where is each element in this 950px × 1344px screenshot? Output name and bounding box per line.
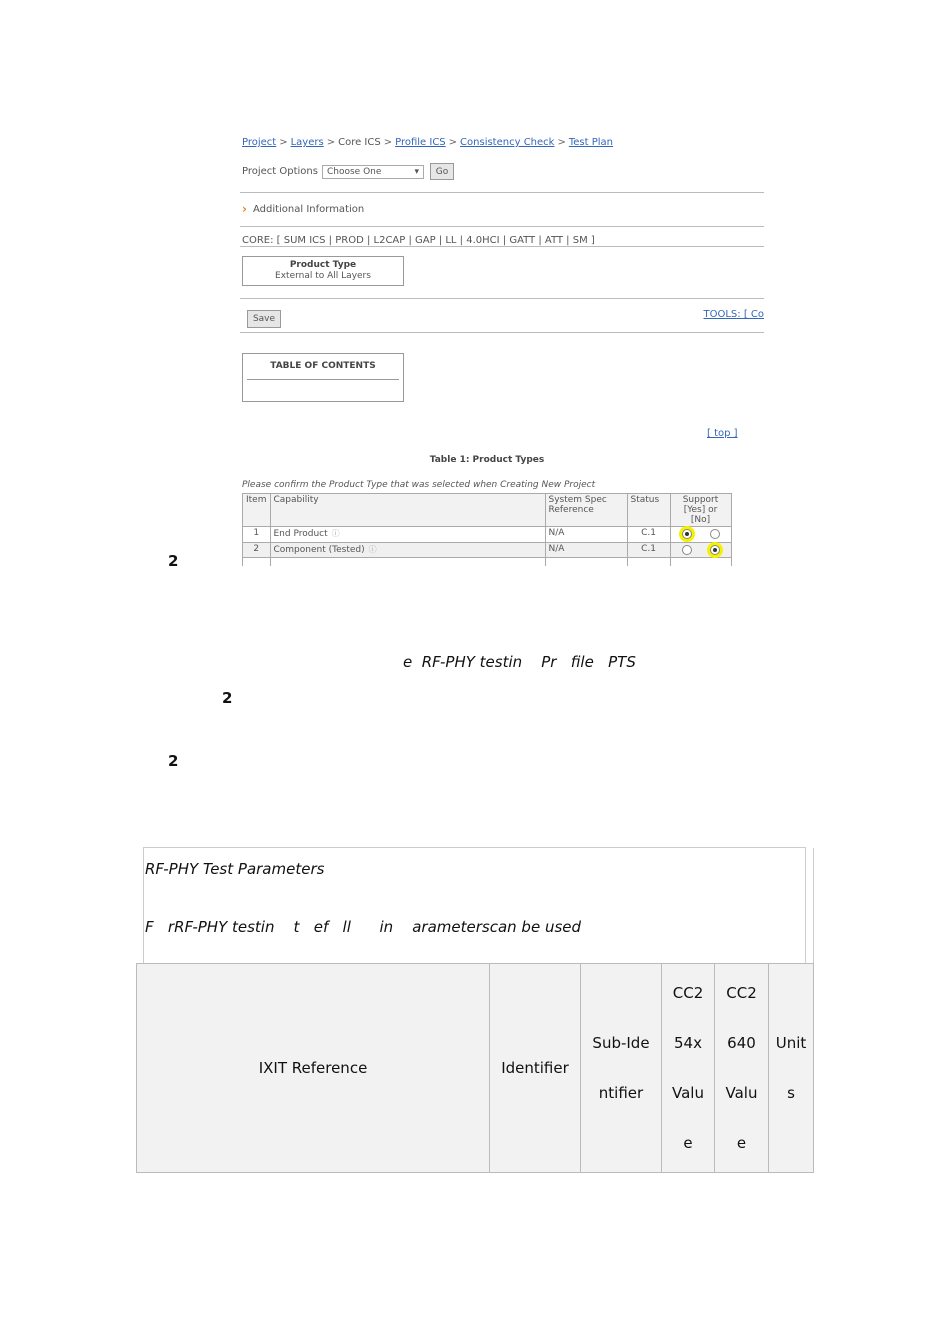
pts-screenshot bbox=[240, 120, 766, 566]
product-type-box bbox=[242, 256, 404, 286]
table-header-row bbox=[243, 494, 732, 527]
row-reference: N/A bbox=[545, 542, 627, 558]
header-spec-reference bbox=[545, 494, 627, 527]
table-row bbox=[243, 527, 732, 543]
chevron-right-icon: › bbox=[242, 202, 247, 216]
sub-identifier-line1: Sub-Ide bbox=[592, 1034, 650, 1052]
divider bbox=[240, 192, 764, 193]
dropdown-arrow-icon: ▾ bbox=[414, 166, 419, 177]
divider bbox=[240, 332, 764, 333]
identifier-header: Identifier bbox=[490, 964, 581, 1173]
fragment-line: e RF-PHY testin Pr file PTS bbox=[403, 653, 636, 671]
divider bbox=[240, 298, 764, 299]
units-line1: Unit bbox=[775, 1034, 807, 1052]
table-row-partial bbox=[243, 558, 732, 567]
ixit-table bbox=[136, 963, 814, 1173]
row-status: C.1 bbox=[627, 527, 670, 543]
row-item: 2 bbox=[243, 542, 271, 558]
support-yes-radio[interactable] bbox=[682, 545, 692, 555]
param-title: RF-PHY Test Parameters bbox=[145, 860, 325, 878]
support-no-radio[interactable] bbox=[710, 545, 720, 555]
confirm-note: Please confirm the Product Type that was selected when Creating New Project bbox=[242, 480, 596, 490]
cc254x-line3: Valu bbox=[672, 1084, 704, 1102]
tools-link[interactable]: TOOLS: [ Co bbox=[703, 309, 764, 320]
row-support bbox=[670, 542, 731, 558]
additional-information-toggle[interactable] bbox=[242, 202, 364, 216]
help-icon[interactable]: ⓘ bbox=[368, 544, 377, 554]
header-item: Item bbox=[243, 494, 271, 527]
help-icon[interactable]: ⓘ bbox=[331, 529, 340, 538]
units-line2: s bbox=[787, 1084, 795, 1102]
breadcrumb-separator: > bbox=[383, 137, 393, 148]
breadcrumb-consistency-check-link[interactable]: Consistency Check bbox=[460, 137, 555, 148]
go-button[interactable]: Go bbox=[430, 163, 454, 180]
cc254x-line2: 54x bbox=[674, 1034, 702, 1052]
breadcrumb-profile-ics-link[interactable]: Profile ICS bbox=[395, 137, 446, 148]
product-types-table bbox=[242, 493, 732, 566]
cc254x-line1: CC2 bbox=[672, 984, 704, 1002]
header-support bbox=[670, 494, 731, 527]
breadcrumb-test-plan-link[interactable]: Test Plan bbox=[568, 137, 613, 148]
cc2640-line1: CC2 bbox=[726, 984, 757, 1002]
cc254x-line4: e bbox=[683, 1134, 693, 1152]
header-capability: Capability bbox=[270, 494, 545, 527]
project-options-select[interactable] bbox=[322, 165, 424, 179]
header-support-line2: [Yes] or [No] bbox=[683, 505, 718, 525]
project-options-label: Project Options bbox=[242, 166, 318, 177]
cc2640-line3: Valu bbox=[725, 1084, 758, 1102]
header-status: Status bbox=[627, 494, 670, 527]
divider bbox=[813, 848, 814, 965]
breadcrumb-layers-link[interactable]: Layers bbox=[290, 137, 324, 148]
units-header bbox=[769, 964, 814, 1173]
sub-identifier-line2: ntifier bbox=[598, 1084, 644, 1102]
breadcrumb-core-ics: Core ICS bbox=[338, 137, 381, 148]
row-capability bbox=[270, 527, 545, 543]
project-options-value: Choose One bbox=[326, 166, 382, 177]
cc2640-value-header bbox=[715, 964, 769, 1173]
row-item: 1 bbox=[243, 527, 271, 543]
additional-information-label: Additional Information bbox=[252, 203, 365, 215]
breadcrumb-separator: > bbox=[557, 137, 566, 148]
product-type-title: Product Type bbox=[289, 260, 357, 270]
sub-identifier-header bbox=[581, 964, 662, 1173]
ixit-reference-header: IXIT Reference bbox=[137, 964, 490, 1173]
param-section bbox=[143, 847, 806, 964]
breadcrumb-separator: > bbox=[326, 137, 336, 148]
row-support bbox=[670, 527, 731, 543]
list-marker: 2 bbox=[168, 552, 179, 570]
divider bbox=[240, 226, 764, 227]
ixit-header-row bbox=[137, 964, 814, 1173]
row-capability bbox=[270, 542, 545, 558]
cc254x-value-header bbox=[662, 964, 715, 1173]
core-layer-nav[interactable]: CORE: [ SUM ICS | PROD | L2CAP | GAP | LL | 4.0HCI | GATT | ATT | SM ] bbox=[242, 235, 595, 246]
table-title: Table 1: Product Types bbox=[429, 455, 545, 465]
top-link[interactable]: [ top ] bbox=[707, 428, 738, 439]
toc-title: TABLE OF CONTENTS bbox=[247, 354, 399, 380]
cc2640-line2: 640 bbox=[727, 1034, 756, 1052]
list-marker: 2 bbox=[168, 752, 179, 770]
table-row bbox=[243, 542, 732, 558]
cc2640-line4: e bbox=[736, 1134, 747, 1152]
header-support-line1: Support bbox=[682, 495, 719, 505]
breadcrumb-separator: > bbox=[279, 137, 288, 148]
breadcrumb-project-link[interactable]: Project bbox=[242, 137, 277, 148]
row-status: C.1 bbox=[627, 542, 670, 558]
list-marker: 2 bbox=[222, 689, 233, 707]
table-of-contents bbox=[242, 353, 404, 402]
project-options bbox=[242, 163, 454, 180]
support-yes-radio[interactable] bbox=[682, 529, 692, 539]
save-button[interactable]: Save bbox=[247, 310, 281, 328]
divider bbox=[240, 246, 764, 247]
row-reference: N/A bbox=[545, 527, 627, 543]
header-spec-reference-line1: System Spec bbox=[548, 495, 607, 505]
param-note: F rRF-PHY testin t ef ll in arameterscan be used bbox=[145, 918, 582, 936]
support-no-radio[interactable] bbox=[710, 529, 720, 539]
product-type-subtitle: External to All Layers bbox=[275, 271, 371, 281]
header-spec-reference-line2: Reference bbox=[548, 505, 594, 515]
breadcrumb bbox=[242, 137, 613, 148]
row-capability-label: Component (Tested) bbox=[273, 544, 365, 555]
breadcrumb-separator: > bbox=[448, 137, 458, 148]
row-capability-label: End Product bbox=[273, 529, 328, 539]
